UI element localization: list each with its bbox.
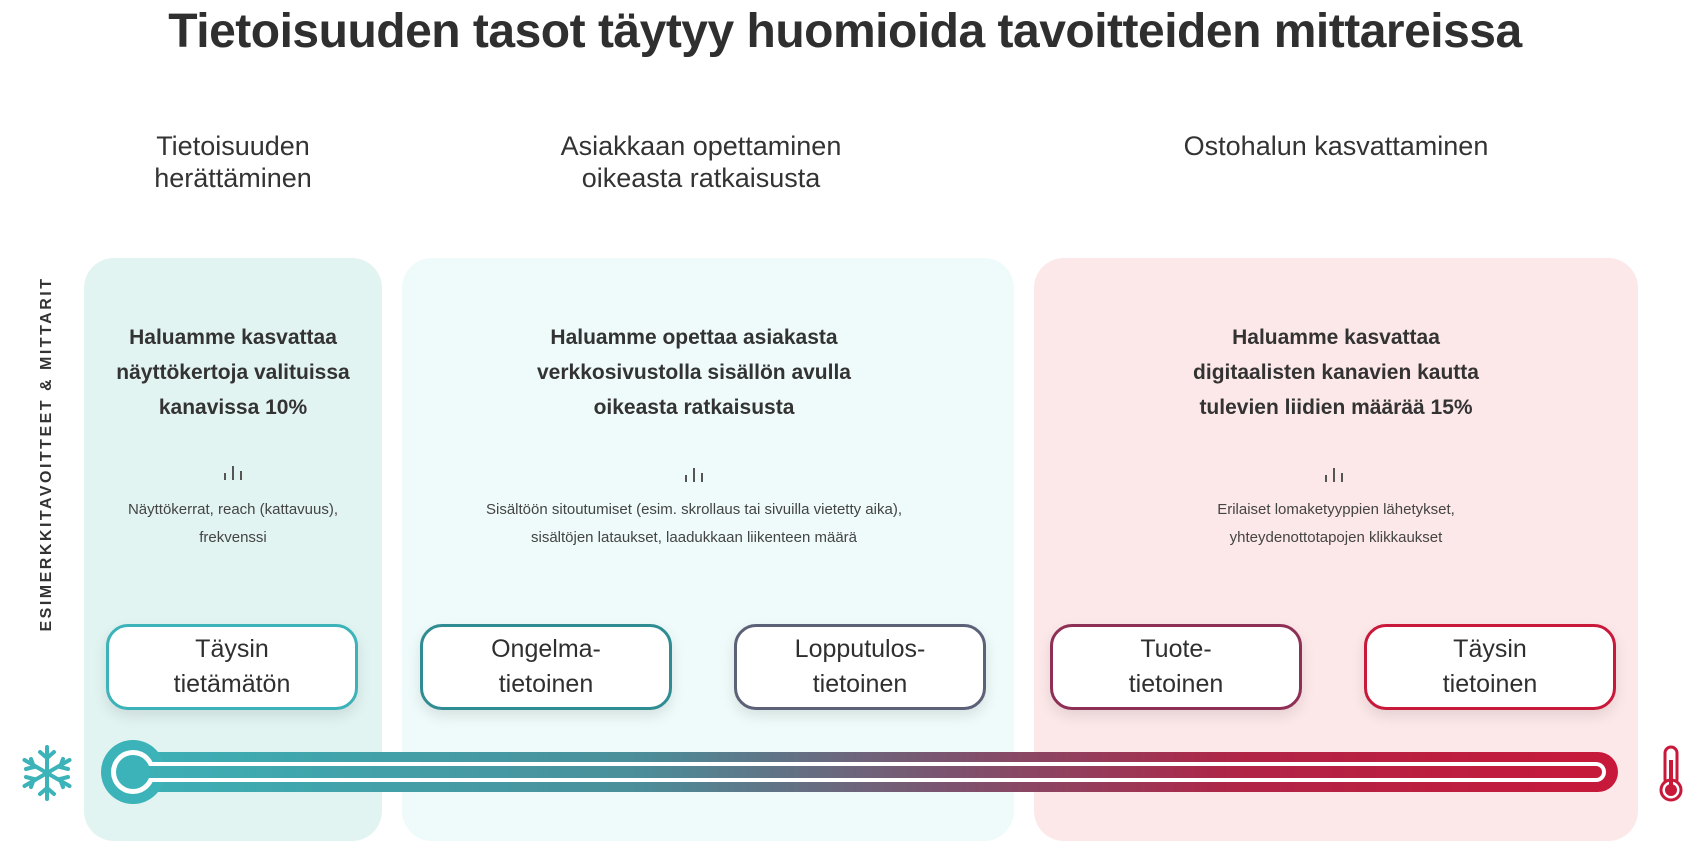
side-label: ESIMERKKITAVOITTEET & MITTARIT — [38, 276, 55, 632]
stage-heading-purchase: Ostohalun kasvattaminen — [1183, 131, 1489, 161]
level-problem-aware: Ongelma- tietoinen — [420, 624, 672, 710]
thermometer-icon — [1656, 744, 1686, 804]
goal-awareness: Haluamme kasvattaa näyttökertoja valituissa kanavissa 10% — [116, 326, 350, 419]
level-solution-aware: Lopputulos- tietoinen — [734, 624, 986, 710]
metrics-purchase: Erilaiset lomaketyyppien lähetykset, yhteydenottotapojen klikkaukset — [1217, 501, 1455, 546]
goal-purchase: Haluamme kasvattaa digitaalisten kanavien kautta tulevien liidien määrää 15% — [1193, 326, 1479, 419]
page-title: Tietoisuuden tasot täytyy huomioida tavoitteiden mittareissa — [168, 5, 1522, 58]
level-most-aware: Täysin tietoinen — [1364, 624, 1616, 710]
metrics-awareness: Näyttökerrat, reach (kattavuus), frekvenssi — [127, 501, 339, 546]
level-unaware: Täysin tietämätön — [106, 624, 358, 710]
stage-heading-education: Asiakkaan opettaminen oikeasta ratkaisusta — [560, 131, 842, 193]
goal-education: Haluamme opettaa asiakasta verkkosivustolla sisällön avulla oikeasta ratkaisusta — [537, 326, 851, 419]
stage-heading-awareness: Tietoisuuden herättäminen — [154, 131, 312, 193]
metrics-education: Sisältöön sitoutumiset (esim. skrollaus tai sivuilla vietetty aika), sisältöjen lataukset, laadukkaan liikenteen määrä — [486, 501, 902, 546]
level-product-aware: Tuote- tietoinen — [1050, 624, 1302, 710]
snowflake-icon — [18, 744, 76, 802]
